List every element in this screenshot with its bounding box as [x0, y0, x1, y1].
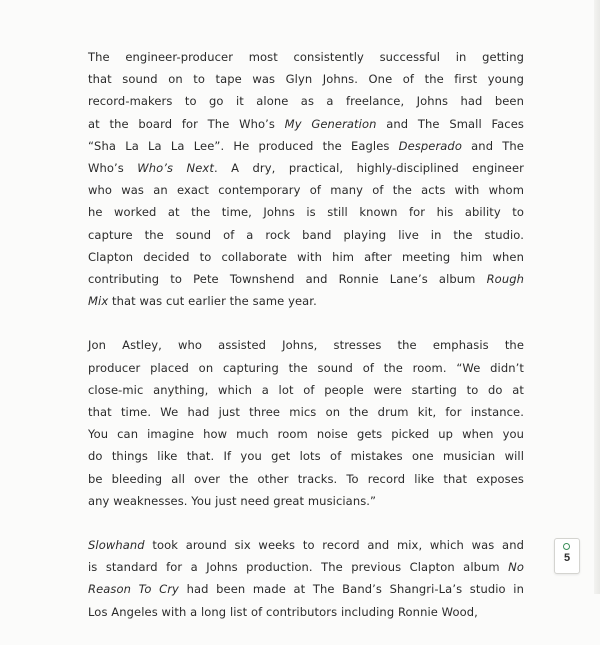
text-line: [88, 334, 524, 356]
text-run: record-makers to go it alone as a freelance, Johns had been: [88, 94, 524, 109]
text-run: be bleeding all over the other tracks. To record like that exposes: [88, 471, 524, 486]
italic-title: Rough: [486, 272, 524, 287]
text-run: You can imagine how much room noise gets picked up when you: [88, 427, 524, 442]
page-number-tab: [554, 538, 580, 574]
text-run: and The Small Faces: [376, 116, 524, 131]
text-run: that sound on to tape was Glyn Johns. One of the first young: [88, 72, 524, 87]
text-run: who was an exact contemporary of many of the acts with whom: [88, 183, 524, 198]
text-line: [88, 468, 524, 490]
text-run: he worked at the time, Johns is still known for his ability to: [88, 205, 524, 220]
text-run: had been made at The Band’s Shangri-La’s studio in: [178, 582, 524, 597]
italic-title: No: [508, 560, 524, 575]
text-line: [88, 290, 524, 312]
text-run: close-mic anything, which a lot of people were starting to do at: [88, 382, 524, 397]
text-run: . A dry, practical, highly-disciplined engineer: [213, 161, 524, 176]
text-line: [88, 135, 524, 157]
text-line: [88, 490, 524, 512]
text-line: [88, 68, 524, 90]
text-line: [88, 179, 524, 201]
text-line: [88, 534, 524, 556]
text-line: [88, 578, 524, 600]
text-run: “Sha La La La Lee”. He produced the Eagles: [88, 138, 399, 153]
text-line: [88, 46, 524, 68]
page-edge-shadow: [594, 0, 600, 594]
body-text: [88, 46, 524, 645]
text-run: contributing to Pete Townshend and Ronnie Lane’s album: [88, 272, 487, 287]
text-run: is standard for a Johns production. The previous Clapton album: [88, 560, 509, 575]
paragraph: [88, 334, 524, 512]
text-line: [88, 157, 524, 179]
text-run: any weaknesses. You just need great musicians.”: [88, 493, 377, 508]
italic-title: My Generation: [284, 116, 377, 131]
text-run: capture the sound of a rock band playing live in the studio.: [88, 227, 524, 242]
text-run: that time. We had just three mics on the drum kit, for instance.: [88, 405, 524, 420]
text-run: Los Angeles with a long list of contributors including Ronnie Wood,: [88, 604, 478, 619]
page-number: 5: [563, 552, 571, 564]
text-line: [88, 423, 524, 445]
text-line: [88, 556, 524, 578]
text-line: [88, 379, 524, 401]
text-line: [88, 401, 524, 423]
italic-title: Desperado: [398, 138, 462, 153]
text-line: [88, 224, 524, 246]
text-line: [88, 113, 524, 135]
text-line: [88, 246, 524, 268]
text-line: [88, 201, 524, 223]
italic-title: Reason To Cry: [88, 582, 179, 597]
text-run: producer placed on capturing the sound of the room. “We didn’t: [88, 360, 524, 375]
text-run: Clapton decided to collaborate with him after meeting him when: [88, 249, 524, 264]
text-run: took around six weeks to record and mix, which was and: [144, 538, 524, 553]
text-run: Jon Astley, who assisted Johns, stresses the emphasis the: [88, 338, 524, 353]
italic-title: Slowhand: [88, 538, 145, 553]
text-run: at the board for The Who’s: [88, 116, 285, 131]
text-run: Who’s: [88, 161, 138, 176]
text-run: do things like that. If you get lots of mistakes one musician will: [88, 449, 524, 464]
text-line: [88, 357, 524, 379]
text-run: and The: [461, 138, 524, 153]
text-line: [88, 601, 524, 623]
text-line: [88, 268, 524, 290]
text-run: that was cut earlier the same year.: [108, 294, 317, 309]
paragraph: [88, 46, 524, 312]
text-run: The engineer-producer most consistently successful in getting: [88, 50, 524, 64]
text-line: [88, 90, 524, 112]
text-line: [88, 445, 524, 467]
circle-icon: [563, 543, 570, 550]
italic-title: Mix: [88, 294, 109, 309]
paragraph: [88, 534, 524, 623]
italic-title: Who’s Next: [137, 161, 214, 176]
